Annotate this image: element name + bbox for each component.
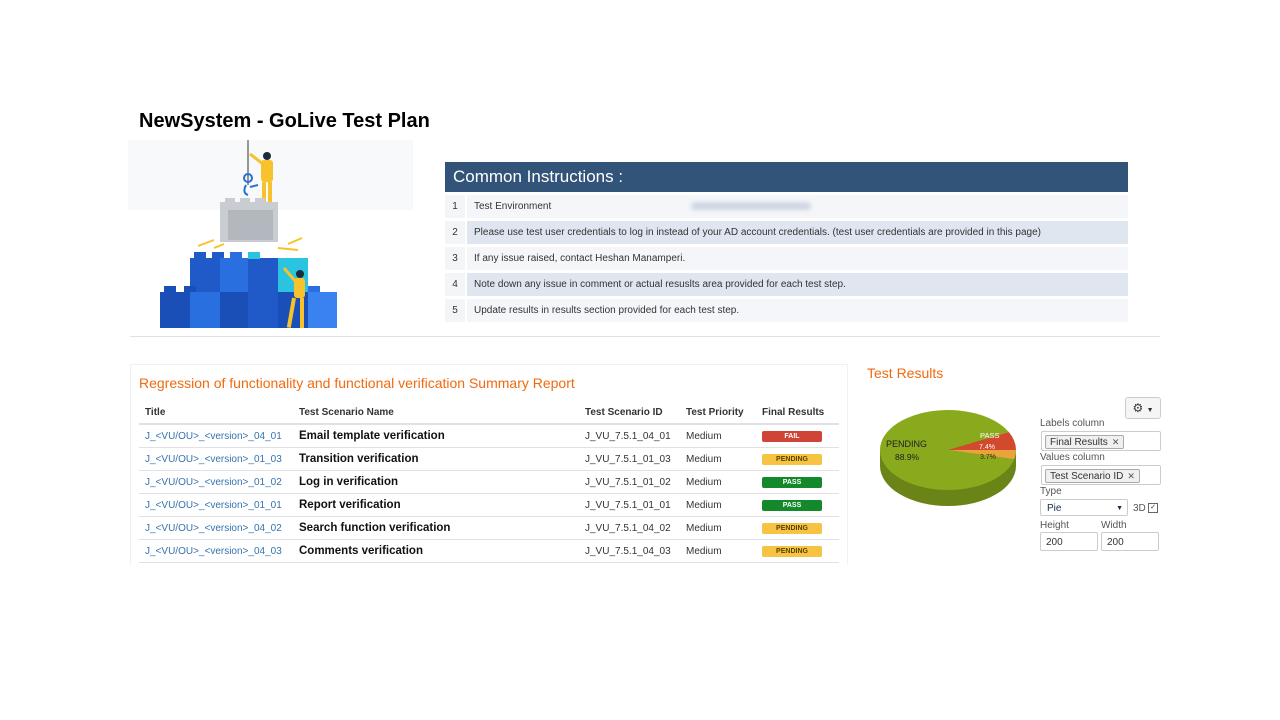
- column-header-scenario-id[interactable]: Test Scenario ID: [579, 401, 680, 424]
- width-input[interactable]: 200: [1101, 532, 1159, 551]
- scenario-id: J_VU_7.5.1_04_03: [579, 540, 680, 563]
- instruction-text-value: Test Environment: [474, 201, 552, 212]
- test-results-title: Test Results: [867, 365, 944, 381]
- table-row: [139, 424, 839, 448]
- page-title: NewSystem - GoLive Test Plan: [139, 110, 430, 132]
- status-badge: FAIL: [762, 431, 822, 442]
- instruction-row: [445, 195, 1128, 218]
- chart-type-value: Pie: [1047, 503, 1062, 514]
- table-row: [139, 471, 839, 494]
- remove-tag-icon[interactable]: ✕: [1111, 437, 1120, 447]
- values-column-tag-text: Test Scenario ID: [1050, 471, 1124, 482]
- scenario-name: Report verification: [293, 494, 579, 517]
- scenario-id: J_VU_7.5.1_01_02: [579, 471, 680, 494]
- threed-checkbox[interactable]: ✓: [1148, 503, 1158, 513]
- threed-label: 3D: [1133, 503, 1146, 514]
- status-badge: PASS: [762, 500, 822, 511]
- scenario-title-link[interactable]: J_<VU/OU>_<version>_04_03: [139, 540, 293, 563]
- pie-value-pass: 7.4%: [979, 444, 995, 451]
- instructions-heading: Common Instructions :: [445, 162, 1128, 192]
- instruction-number: 1: [445, 195, 465, 218]
- pie-value-pending: 88.9%: [895, 452, 920, 462]
- chevron-down-icon: ▼: [1146, 407, 1154, 414]
- height-label: Height: [1040, 520, 1069, 531]
- report-title: Regression of functionality and functional verification Summary Report: [139, 375, 575, 391]
- status-badge: PENDING: [762, 523, 822, 534]
- final-result-cell: [756, 517, 839, 540]
- scenario-priority: Medium: [680, 494, 756, 517]
- instruction-text: [467, 195, 1128, 218]
- scenario-id: J_VU_7.5.1_04_01: [579, 424, 680, 448]
- test-results-pie-chart: [878, 398, 1028, 516]
- final-result-cell: [756, 448, 839, 471]
- instruction-text: If any issue raised, contact Heshan Manamperi.: [467, 247, 1128, 270]
- scenario-priority: Medium: [680, 517, 756, 540]
- scenario-priority: Medium: [680, 540, 756, 563]
- table-row: [139, 540, 839, 563]
- status-badge: PASS: [762, 477, 822, 488]
- instruction-row: [445, 299, 1128, 322]
- pie-label-pass: PASS: [980, 431, 1000, 440]
- final-result-cell: [756, 424, 839, 448]
- chart-settings-button[interactable]: [1125, 397, 1161, 419]
- scenario-name: Log in verification: [293, 471, 579, 494]
- instruction-text: Update results in results section provided for each test step.: [467, 299, 1128, 322]
- type-label: Type: [1040, 486, 1062, 497]
- column-header-title[interactable]: Title: [139, 401, 293, 424]
- scenario-priority: Medium: [680, 448, 756, 471]
- scenario-priority: Medium: [680, 424, 756, 448]
- scenario-name: Transition verification: [293, 448, 579, 471]
- chart-type-select[interactable]: [1040, 499, 1128, 516]
- instruction-text: Note down any issue in comment or actual resuslts area provided for each test step.: [467, 273, 1128, 296]
- scenario-id: J_VU_7.5.1_04_02: [579, 517, 680, 540]
- table-row: [139, 494, 839, 517]
- status-badge: PENDING: [762, 546, 822, 557]
- scenario-priority: Medium: [680, 471, 756, 494]
- remove-tag-icon[interactable]: ✕: [1127, 471, 1135, 481]
- instruction-row: [445, 247, 1128, 270]
- section-divider: [130, 336, 1160, 337]
- column-header-final-results[interactable]: Final Results: [756, 401, 839, 424]
- summary-table: [139, 401, 839, 563]
- values-column-label: Values column: [1040, 452, 1105, 463]
- scenario-name: Search function verification: [293, 517, 579, 540]
- height-input[interactable]: 200: [1040, 532, 1098, 551]
- values-column-input[interactable]: [1041, 465, 1161, 485]
- scenario-id: J_VU_7.5.1_01_03: [579, 448, 680, 471]
- scenario-title-link[interactable]: J_<VU/OU>_<version>_04_02: [139, 517, 293, 540]
- table-row: [139, 517, 839, 540]
- final-result-cell: [756, 494, 839, 517]
- instruction-number: 5: [445, 299, 465, 322]
- scenario-title-link[interactable]: J_<VU/OU>_<version>_01_02: [139, 471, 293, 494]
- instruction-number: 4: [445, 273, 465, 296]
- table-header-row: [139, 401, 839, 424]
- gear-icon: ⚙: [1132, 401, 1144, 415]
- instruction-row: [445, 273, 1128, 296]
- table-row: [139, 448, 839, 471]
- instruction-row: [445, 221, 1128, 244]
- column-header-scenario-name[interactable]: Test Scenario Name: [293, 401, 579, 424]
- pie-value-other: 3.7%: [980, 454, 996, 461]
- common-instructions-panel: [445, 162, 1128, 322]
- scenario-name: Comments verification: [293, 540, 579, 563]
- final-result-cell: [756, 540, 839, 563]
- width-label: Width: [1101, 520, 1127, 531]
- chevron-down-icon: ▼: [1116, 505, 1123, 512]
- hero-illustration: [128, 140, 413, 335]
- labels-column-input[interactable]: [1041, 431, 1161, 451]
- labels-column-tag: [1045, 435, 1124, 449]
- scenario-id: J_VU_7.5.1_01_01: [579, 494, 680, 517]
- labels-column-label: Labels column: [1040, 418, 1105, 429]
- redacted-url: [691, 202, 811, 210]
- scenario-name: Email template verification: [293, 424, 579, 448]
- final-result-cell: [756, 471, 839, 494]
- labels-column-tag-text: Final Results: [1050, 437, 1108, 448]
- scenario-title-link[interactable]: J_<VU/OU>_<version>_01_03: [139, 448, 293, 471]
- instruction-number: 3: [445, 247, 465, 270]
- scenario-title-link[interactable]: J_<VU/OU>_<version>_04_01: [139, 424, 293, 448]
- instruction-text: Please use test user credentials to log in instead of your AD account credentials. (test user credentials are provided in this page): [467, 221, 1128, 244]
- values-column-tag: [1045, 469, 1140, 483]
- column-header-priority[interactable]: Test Priority: [680, 401, 756, 424]
- pie-svg: [878, 398, 1028, 516]
- status-badge: PENDING: [762, 454, 822, 465]
- summary-report-panel: [130, 364, 848, 565]
- scenario-title-link[interactable]: J_<VU/OU>_<version>_01_01: [139, 494, 293, 517]
- instruction-number: 2: [445, 221, 465, 244]
- pie-label-pending: PENDING: [886, 439, 928, 449]
